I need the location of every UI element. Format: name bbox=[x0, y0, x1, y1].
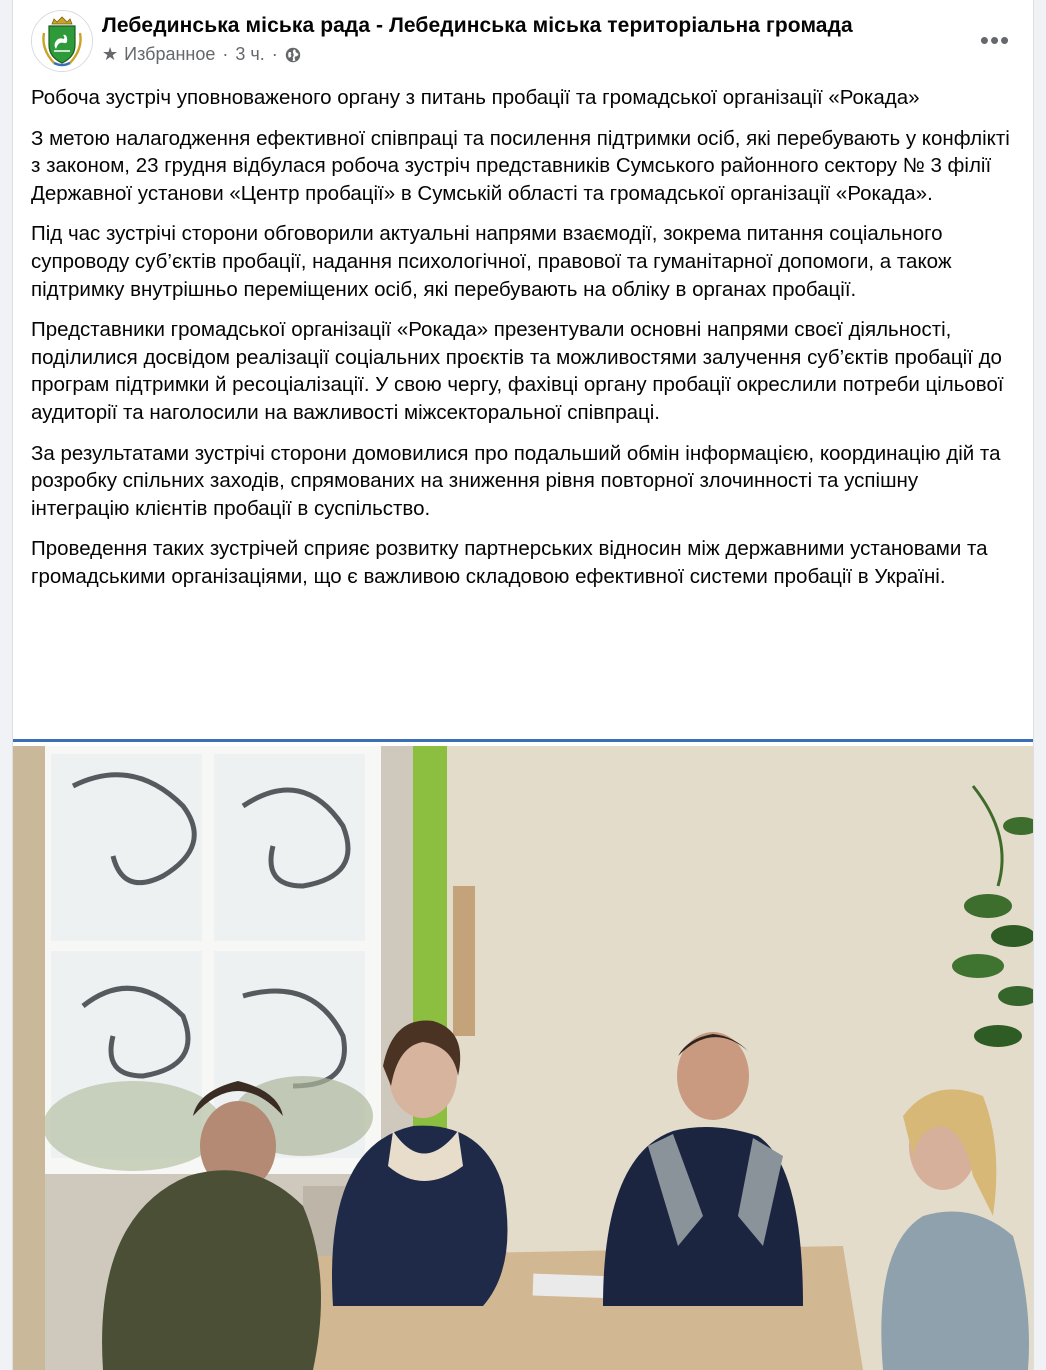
globe-icon[interactable] bbox=[285, 47, 301, 63]
post-meta bbox=[102, 44, 301, 65]
post-paragraph: З метою налагодження ефективної співпраці та посилення підтримки осіб, які перебувають у конфлікті з законом, 23 грудня відбулася робоча зустріч представників Сумського районного сектору № 3 філії Державної установи «Центр пробації» в Сумській області та громадської організації «Рокада». bbox=[31, 126, 1010, 205]
coat-of-arms-logo bbox=[32, 11, 92, 71]
meta-separator: · bbox=[222, 44, 229, 64]
photo-top-border bbox=[13, 739, 1033, 742]
meeting-photo bbox=[13, 746, 1033, 1370]
meta-separator-2: · bbox=[271, 44, 278, 64]
post-paragraph: Представники громадської організації «Рокада» презентували основні напрями своєї діяльності, поділилися досвідом реалізації соціальних проєктів та можливостями залучення суб’єктів пробації до програм підтримки й ресоціалізації. У свою чергу, фахівці органу пробації окреслили потреби цільової аудиторії та наголосили на важливості міжсекторальної співпраці. bbox=[31, 318, 1004, 424]
post-text bbox=[31, 84, 1021, 604]
star-icon: ★ bbox=[102, 44, 119, 64]
favorites-label[interactable]: Избранное bbox=[124, 44, 216, 64]
post-paragraph: За результатами зустрічі сторони домовилися про подальший обмін інформацією, координацію дій та розробку спільних заходів, спрямованих на зниження рівня повторної злочинності та успішну інтеграцію клієнтів пробації в суспільство. bbox=[31, 441, 1001, 520]
post-paragraph: Під час зустрічі сторони обговорили актуальні напрями взаємодії, зокрема питання соціального супроводу суб’єктів пробації, надання психологічної, правової та гуманітарної допомоги, а також підтримку внутрішньо переміщених осіб, які перебувають на обліку в органах пробації. bbox=[31, 222, 952, 301]
page-name[interactable]: Лебединська міська рада - Лебединська міська територіальна громада bbox=[102, 14, 853, 37]
post-photo[interactable] bbox=[13, 746, 1033, 1370]
post-paragraph: Проведення таких зустрічей сприяє розвитку партнерських відносин між державними установами та громадськими організаціями, що є важливою складовою ефективної системи пробації в Україні. bbox=[31, 537, 988, 588]
post-header bbox=[13, 0, 1033, 80]
post-title-paragraph: Робоча зустріч уповноваженого органу з питань пробації та громадської організації «Рокада» bbox=[31, 86, 920, 109]
post-card bbox=[12, 0, 1034, 1370]
post-time[interactable]: 3 ч. bbox=[235, 44, 265, 64]
more-options-icon[interactable]: ••• bbox=[979, 24, 1011, 55]
page-avatar[interactable] bbox=[31, 10, 93, 72]
